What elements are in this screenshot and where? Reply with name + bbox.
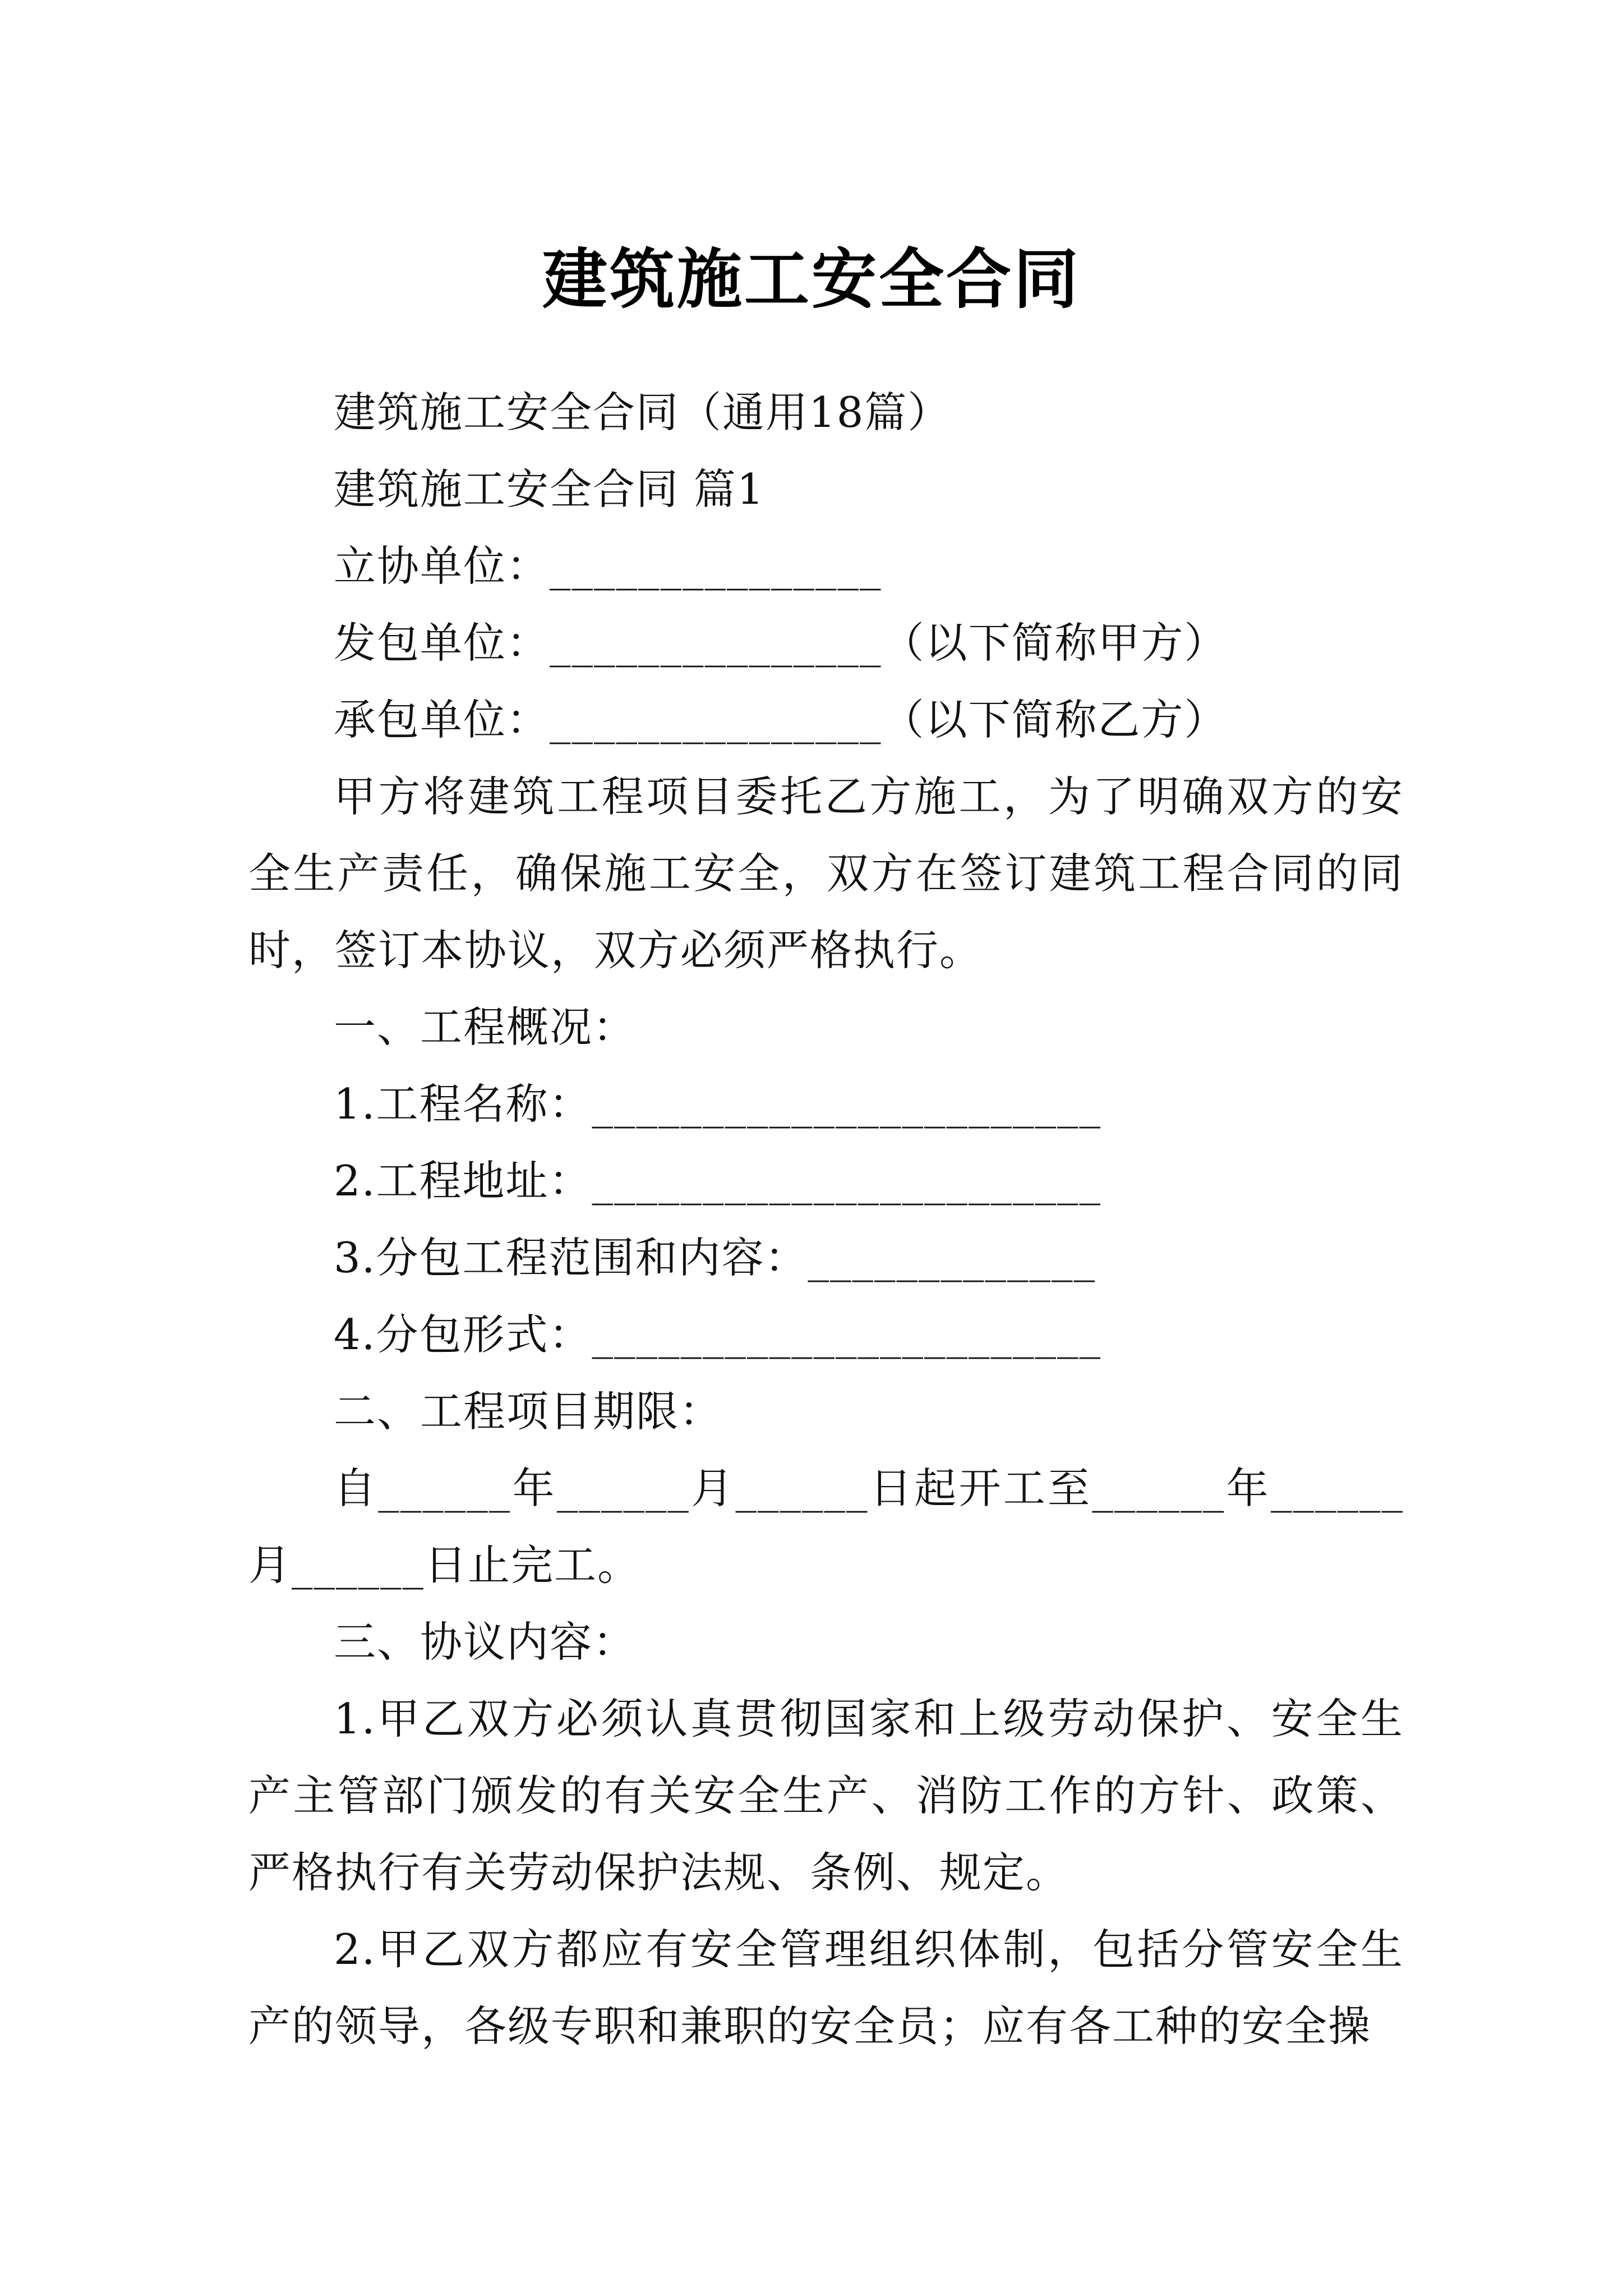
field-employer-unit: 发包单位：_______________（以下简称甲方） [334, 618, 1228, 668]
document-body [248, 374, 1404, 2065]
field-project-address: 2.工程地址：_______________________ [334, 1156, 1102, 1205]
heading-part-1: 建筑施工安全合同 篇1 [334, 464, 765, 514]
field-subcontract-form: 4.分包形式：_______________________ [334, 1310, 1102, 1359]
field-subcontract-scope: 3.分包工程范围和内容：_____________ [334, 1233, 1096, 1282]
section-heading-project-overview: 一、工程概况： [334, 1002, 637, 1052]
clause-2: 2.甲乙双方都应有安全管理组织体制，包括分管安全生产的领导，各级专职和兼职的安全员；应有各工种的安全操 [248, 1925, 1404, 2051]
section-heading-agreement-content: 三、协议内容： [334, 1617, 637, 1667]
field-project-name: 1.工程名称：_______________________ [334, 1079, 1102, 1129]
field-contractor-unit: 承包单位：_______________（以下简称乙方） [334, 695, 1228, 744]
heading-contract-collection: 建筑施工安全合同（通用18篇） [334, 388, 951, 437]
document-title: 建筑施工安全合同 [542, 241, 1081, 318]
paragraph-intro: 甲方将建筑工程项目委托乙方施工，为了明确双方的安全生产责任，确保施工安全，双方在签订建筑工程合同的同时，签订本协议，双方必须严格执行。 [248, 772, 1404, 975]
paragraph-project-dates: 自______年______月______日起开工至______年______月______日止完工。 [248, 1464, 1404, 1590]
field-agreement-unit: 立协单位：_______________ [334, 541, 882, 591]
section-heading-project-period: 二、工程项目期限： [334, 1387, 723, 1436]
clause-1: 1.甲乙双方必须认真贯彻国家和上级劳动保护、安全生产主管部门颁发的有关安全生产、消防工作的方针、政策、严格执行有关劳动保护法规、条例、规定。 [248, 1694, 1404, 1897]
